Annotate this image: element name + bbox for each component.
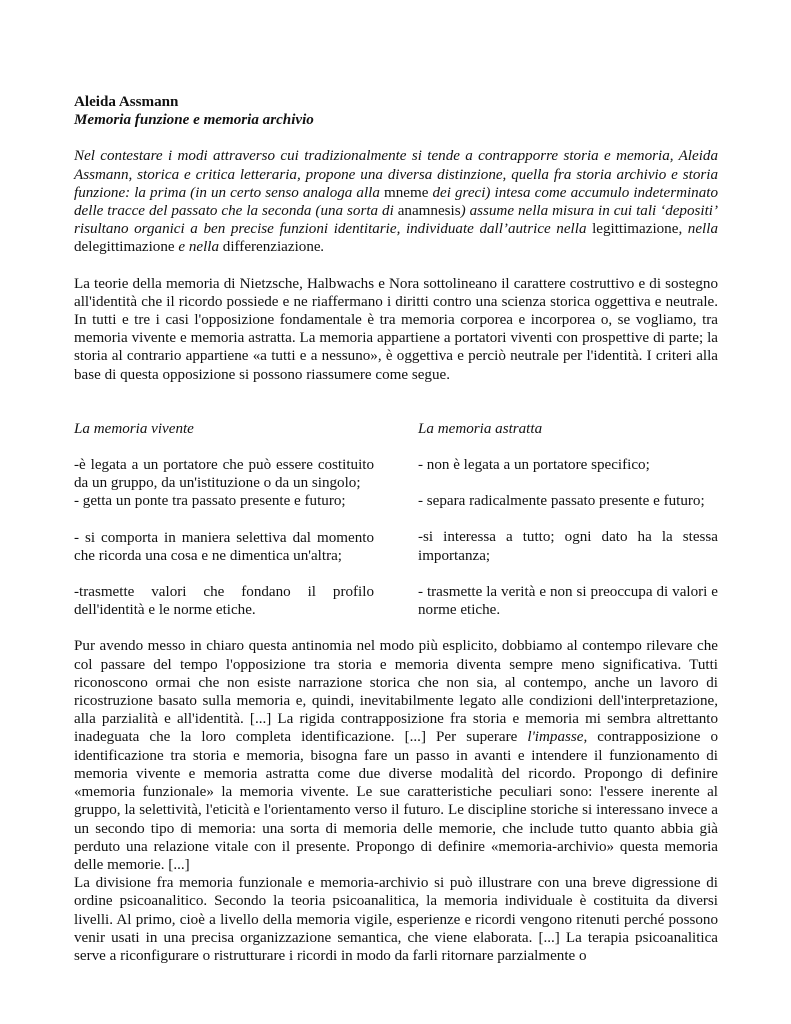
list-item: - non è legata a un portatore specifico; [418,457,650,474]
term-mneme: mneme [383,184,429,201]
list-item: -è legata a un portatore che può essere costituito da un gruppo, da un'istituzione o da un singolo; [74,457,374,492]
term-anamnesis: anamnesis [397,203,461,220]
list-item: - separa radicalmente passato presente e futuro; [418,493,705,510]
body-paragraph: La divisione fra memoria funzionale e memoria-archivio si può illustrare con una breve digressione di ordine psicoanalitico. Secondo la teoria psicoanalitica, la memoria individuale è costituita da diversi livelli. Al primo, cioè a livello della memoria vigile, esperienze e ricordi vengono ritenuti perché possono venir usati in una precisa organizzazione semantica, che viene elaborata. [...] La terapia psicoanalitica serve a riconfigurare o ristrutturare i ricordi in modo da farli ritornare parzialmente o [74,875,718,964]
list-item: - trasmette la verità e non si preoccupa di valori e norme etiche. [418,583,718,619]
abstract-text: , nella [678,221,718,238]
body-text: Pur avendo messo in chiaro questa antinomia nel modo più esplicito, dobbiamo al contempo rilevare che col passare del tempo l'opposizione tra storia e memoria diventa sempre meno significativa. Tutti riconoscono ormai che non esiste narrazione storica che non sia, al contempo, anche un lavoro di ricostruzione basato sulla memoria e, quindi, inevitabilmente legato alle condizioni dell'interpretazione, alla parzialità e all'identità. [...] La rigida contrapposizione fra storia e memoria mi sembra altrettanto inadeguata che la loro completa identificazione. [...] Per superare [74,638,718,746]
term-legittimazione: legittimazione [592,221,679,238]
column-heading-living: La memoria vivente [74,420,194,437]
document-title: Memoria funzione e memoria archivio [74,112,314,129]
list-item: - getta un ponte tra passato presente e futuro; [74,493,346,510]
body-text: contrapposizione o identificazione tra storia e memoria, bisogna fare un passo in avanti e intendere il funzionamento di memoria vivente e memoria astratta come due diverse modalità del ricordo. Propongo di definire «memoria funzionale» la memoria vivente. Le sue caratteristiche peculiari sono: l'essere inerente al gruppo, la selettività, l'eticità e l'orientamento verso il futuro. Le discipline storiche si interessano invece a un secondo tipo di memoria: una sorta di memoria delle memorie, che include tutto quanto abbia già perduto una relazione vitale con il presente. Propongo di definire «memoria-archivio» questa memoria delle memorie. [...] [74,729,718,873]
term-differenziazione: differenziazione [222,239,321,256]
abstract-paragraph [74,147,718,256]
list-item: -si interessa a tutto; ogni dato ha la stessa importanza; [418,529,718,564]
abstract-text: dei greci) intesa come accumulo indeterminato delle tracce del passato che la seconda (una sorta di [74,184,718,220]
comparison-columns [74,420,718,620]
intro-paragraph: La teorie della memoria di Nietzsche, Halbwachs e Nora sottolineano il carattere costruttivo e di sostegno all'identità che il ricordo possiede e ne riaffermano i diritti contro una scienza storica oggettiva e neutrale. In tutti e tre i casi l'opposizione fondamentale è tra memoria corporea e incorporea o, se vogliamo, tra memoria vivente e memoria astratta. La memoria appartiene a portatori viventi con prospettive di parte; la storia al contrario appartiene «a tutti e a nessuno», è oggettiva e perciò neutrale per l'identità. I criteri alla base di questa opposizione si possono riassumere come segue. [74,275,718,383]
abstract-text: e nella [174,239,223,256]
list-item: -trasmette valori che fondano il profilo dell'identità e le norme etiche. [74,584,374,619]
body-italic-term: l'impasse, [527,729,588,746]
term-delegittimazione: delegittimazione [74,239,175,256]
list-item: - si comporta in maniera selettiva dal momento che ricorda una cosa e ne dimentica un'altra; [74,529,374,564]
abstract-text: Nel contestare i modi attraverso cui tradizionalmente si tende a contrapporre storia e memoria, Aleida Assmann, storica e critica letteraria, propone una diversa distinzione, quella fra storia archivio e storia funzione: la prima (in un certo senso analoga alla [74,148,718,201]
author-name: Aleida Assmann [74,94,179,110]
column-heading-abstract: La memoria astratta [418,420,543,437]
body-paragraph [74,637,718,874]
abstract-text: . [320,239,325,256]
document-page [74,93,718,965]
abstract-text: ) assume nella misura in cui tali ‘depositi’ risultano organici a ben precise funzioni identitarie, individuate dall’autrice nella [74,203,719,238]
column-abstract-memory [418,420,718,620]
column-living-memory [74,420,374,620]
